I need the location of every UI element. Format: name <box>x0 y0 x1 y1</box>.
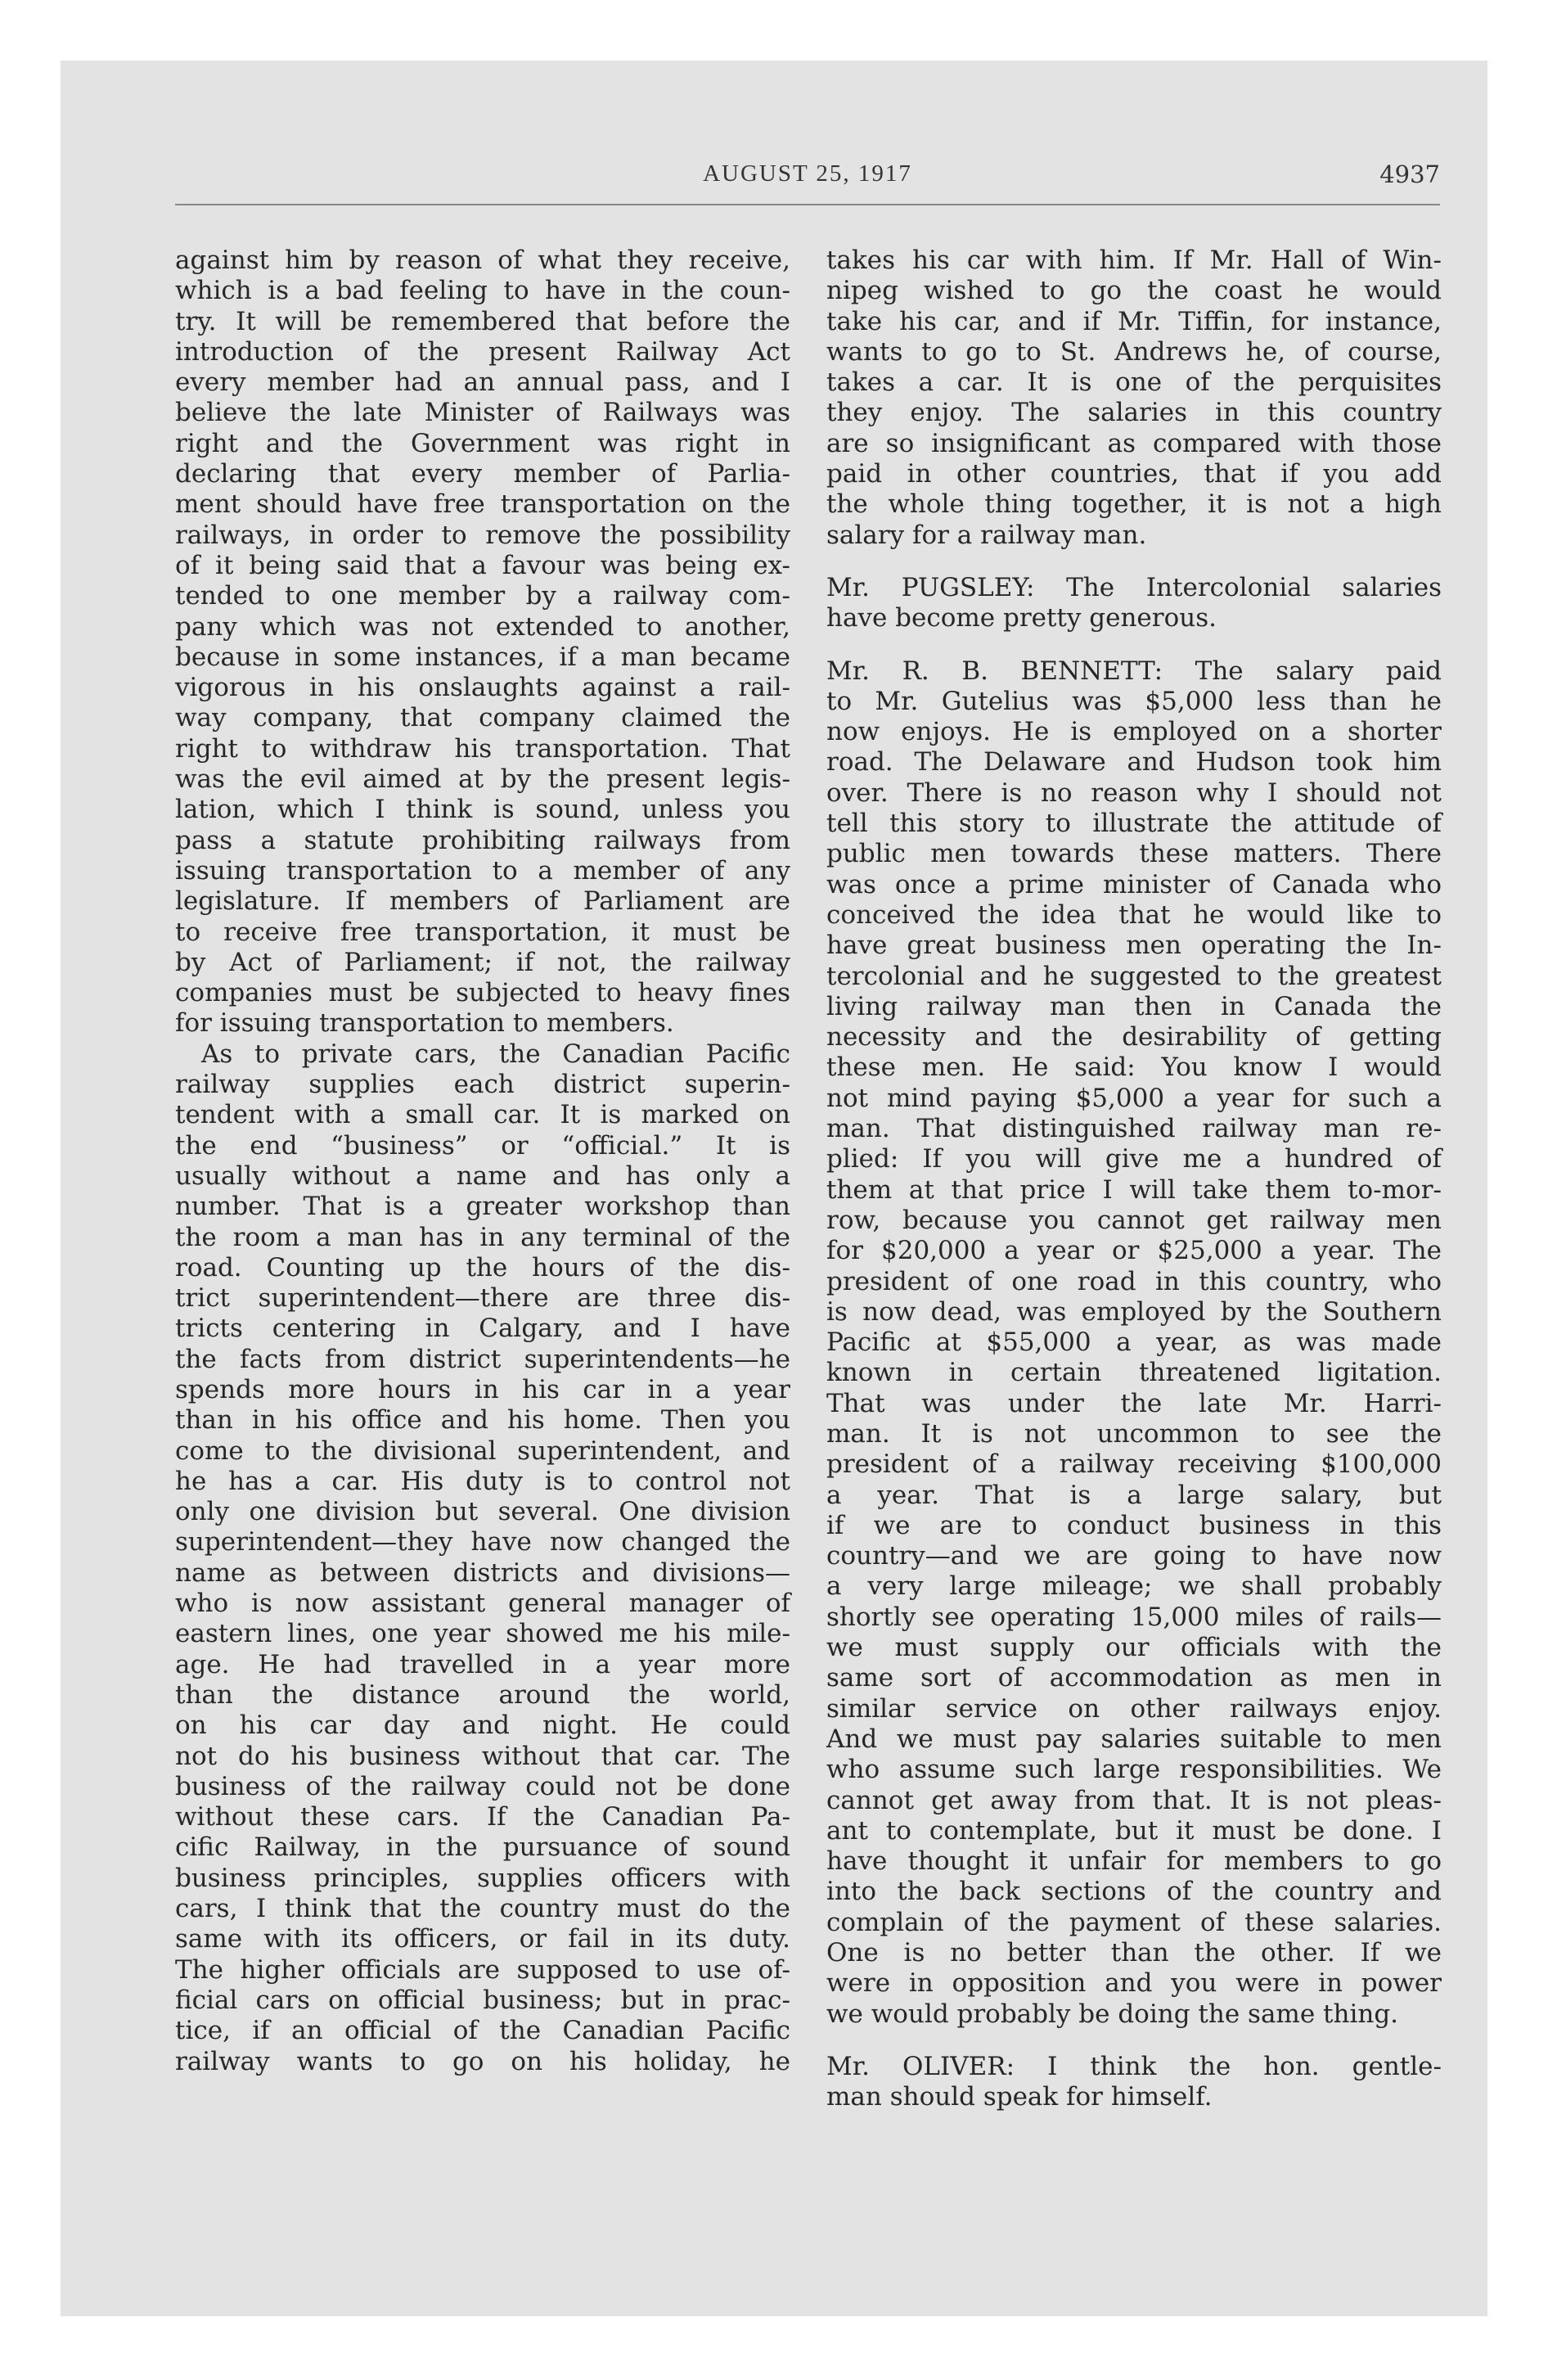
text-line: business of the railway could not be done <box>175 1771 790 1801</box>
text-line: That was under the late Mr. Harri- <box>826 1388 1442 1418</box>
text-line: of it being said that a favour was being ex- <box>175 550 790 580</box>
text-line: declaring that every member of Parlia- <box>175 459 790 489</box>
text-line: to Mr. Gutelius was $5,000 less than he <box>826 686 1442 716</box>
text-line: eastern lines, one year showed me his mile- <box>175 1619 790 1649</box>
text-line: salary for a railway man. <box>826 520 1147 550</box>
text-line: every member had an annual pass, and I <box>175 367 790 398</box>
text-line: than in his office and his home. Then you <box>175 1405 790 1436</box>
text-line: have great business men operating the In- <box>826 931 1442 961</box>
text-line: name as between districts and divisions— <box>175 1557 790 1588</box>
right-column <box>826 246 1442 2113</box>
text-line: man. That distinguished railway man re- <box>826 1114 1442 1144</box>
text-line: issuing transportation to a member of any <box>175 855 790 886</box>
text-line: takes a car. It is one of the perquisites <box>826 367 1442 398</box>
text-line: tended to one member by a railway com- <box>175 581 790 611</box>
text-line: is now dead, was employed by the Southern <box>826 1296 1442 1327</box>
text-line: tendent with a small car. It is marked on <box>175 1100 790 1130</box>
text-line: introduction of the present Railway Act <box>175 336 790 367</box>
text-line: which is a bad feeling to have in the coun- <box>175 276 790 306</box>
text-line: companies must be subjected to heavy fines <box>175 978 790 1008</box>
text-line: spends more hours in his car in a year <box>175 1374 790 1404</box>
text-line: into the back sections of the country and <box>826 1877 1442 1907</box>
text-line: plied: If you will give me a hundred of <box>826 1144 1442 1174</box>
text-line: the end “business” or “official.” It is <box>175 1130 790 1161</box>
text-line: same sort of accommodation as men in <box>826 1663 1442 1693</box>
text-line: vigorous in his onslaughts against a rail- <box>175 673 790 703</box>
page-number: 4937 <box>1379 160 1440 188</box>
text-line: a year. That is a large salary, but <box>826 1480 1442 1510</box>
text-line: over. There is no reason why I should not <box>826 778 1442 808</box>
text-line: ficial cars on official business; but in prac- <box>175 1985 790 2015</box>
text-line: pany which was not extended to another, <box>175 611 790 642</box>
paragraph-gap <box>826 634 1442 656</box>
text-line: these men. He said: You know I would <box>826 1053 1442 1083</box>
text-line: come to the divisional superintendent, and <box>175 1436 790 1466</box>
text-line: complain of the payment of these salaries. <box>826 1907 1442 1937</box>
text-line: by Act of Parliament; if not, the railway <box>175 947 790 977</box>
text-line: lation, which I think is sound, unless you <box>175 795 790 825</box>
text-line: usually without a name and has only a <box>175 1161 790 1191</box>
text-line: road. Counting up the hours of the dis- <box>175 1252 790 1282</box>
text-line: Mr. R. B. BENNETT: The salary paid <box>826 656 1442 686</box>
text-line: against him by reason of what they receive, <box>175 246 790 275</box>
text-line: man should speak for himself. <box>826 2082 1213 2112</box>
paragraph-gap <box>826 2030 1442 2052</box>
text-line: superintendent—they have now changed the <box>175 1527 790 1557</box>
text-line: they enjoy. The salaries in this country <box>826 398 1442 428</box>
text-line: than the distance around the world, <box>175 1679 790 1710</box>
text-line: who is now assistant general manager of <box>175 1589 790 1619</box>
text-line: wants to go to St. Andrews he, of course, <box>826 336 1442 367</box>
text-line: are so insignificant as compared with those <box>826 428 1442 458</box>
text-line: them at that price I will take them to-mor- <box>826 1174 1442 1205</box>
text-line: Mr. PUGSLEY: The Intercolonial salaries <box>826 572 1442 602</box>
text-line: president of a railway receiving $100,000 <box>826 1449 1442 1480</box>
text-line: ant to contemplate, but it must be done. I <box>826 1815 1442 1846</box>
text-line: cannot get away from that. It is not pleas- <box>826 1785 1442 1815</box>
text-line: Pacific at $55,000 a year, as was made <box>826 1327 1442 1358</box>
text-line: were in opposition and you were in power <box>826 1968 1442 1999</box>
text-line: have thought it unfair for members to go <box>826 1846 1442 1877</box>
text-line: for issuing transportation to members. <box>175 1008 674 1039</box>
text-line: the facts from district superintendents—he <box>175 1344 790 1374</box>
text-line: nipeg wished to go the coast he would <box>826 276 1442 306</box>
text-line: takes his car with him. If Mr. Hall of Win- <box>826 246 1442 275</box>
text-line: the room a man has in any terminal of the <box>175 1222 790 1252</box>
text-line: One is no better than the other. If we <box>826 1938 1442 1968</box>
text-line: row, because you cannot get railway men <box>826 1205 1442 1235</box>
text-line: road. The Delaware and Hudson took him <box>826 747 1442 778</box>
text-line: similar service on other railways enjoy. <box>826 1693 1442 1724</box>
text-line: the whole thing together, it is not a high <box>826 489 1442 520</box>
text-line: president of one road in this country, who <box>826 1266 1442 1296</box>
header-date: AUGUST 25, 1917 <box>703 160 912 187</box>
text-line: The higher officials are supposed to use of- <box>175 1954 790 1985</box>
text-line: business principles, supplies officers with <box>175 1863 790 1893</box>
text-line: right and the Government was right in <box>175 428 790 458</box>
header-rule <box>175 204 1440 205</box>
text-line: way company, that company claimed the <box>175 703 790 733</box>
text-line: for $20,000 a year or $25,000 a year. The <box>826 1236 1442 1266</box>
text-line: have become pretty generous. <box>826 603 1217 633</box>
text-line: living railway man then in Canada the <box>826 991 1442 1021</box>
text-line: he has a car. His duty is to control not <box>175 1466 790 1496</box>
text-line: tercolonial and he suggested to the greatest <box>826 961 1442 991</box>
text-line: a very large mileage; we shall probably <box>826 1571 1442 1602</box>
text-line: railway supplies each district superin- <box>175 1070 790 1100</box>
text-line: trict superintendent—there are three dis- <box>175 1283 790 1314</box>
text-line: without these cars. If the Canadian Pa- <box>175 1802 790 1832</box>
text-line: tricts centering in Calgary, and I have <box>175 1314 790 1344</box>
text-line: pass a statute prohibiting railways from <box>175 825 790 855</box>
text-line: take his car, and if Mr. Tiffin, for instance, <box>826 306 1442 336</box>
text-line: number. That is a greater workshop than <box>175 1192 790 1222</box>
text-line: believe the late Minister of Railways was <box>175 398 790 428</box>
text-line: was once a prime minister of Canada who <box>826 869 1442 899</box>
text-line: not mind paying $5,000 a year for such a <box>826 1083 1442 1113</box>
text-line: public men towards these matters. There <box>826 839 1442 869</box>
text-line: necessity and the desirability of getting <box>826 1022 1442 1053</box>
text-line: As to private cars, the Canadian Pacific <box>201 1039 790 1069</box>
text-line: not do his business without that car. The <box>175 1741 790 1771</box>
text-line: cars, I think that the country must do the <box>175 1894 790 1924</box>
text-line: same with its officers, or fail in its duty. <box>175 1924 790 1954</box>
text-line: right to withdraw his transportation. That <box>175 733 790 764</box>
text-line: conceived the idea that he would like to <box>826 899 1442 930</box>
text-line: on his car day and night. He could <box>175 1711 790 1741</box>
text-line: if we are to conduct business in this <box>826 1510 1442 1540</box>
text-line: railways, in order to remove the possibility <box>175 520 790 550</box>
text-line: tell this story to illustrate the attitude of <box>826 809 1442 839</box>
text-line: who assume such large responsibilities. We <box>826 1755 1442 1785</box>
text-line: we would probably be doing the same thing. <box>826 1999 1399 2029</box>
page-header <box>175 160 1440 193</box>
text-line: known in certain threatened ligitation. <box>826 1358 1442 1388</box>
text-line: shortly see operating 15,000 miles of rails— <box>826 1602 1442 1632</box>
text-line: to receive free transportation, it must be <box>175 917 790 947</box>
text-line: tice, if an official of the Canadian Pacific <box>175 2016 790 2046</box>
text-line: paid in other countries, that if you add <box>826 459 1442 489</box>
text-line: because in some instances, if a man became <box>175 642 790 672</box>
paragraph-gap <box>826 551 1442 573</box>
text-line: man. It is not uncommon to see the <box>826 1418 1442 1449</box>
text-line: railway wants to go on his holiday, he <box>175 2046 790 2076</box>
text-line: cific Railway, in the pursuance of sound <box>175 1832 790 1863</box>
text-line: ment should have free transportation on the <box>175 489 790 520</box>
text-line: age. He had travelled in a year more <box>175 1649 790 1679</box>
text-line: Mr. OLIVER: I think the hon. gentle- <box>826 2051 1442 2081</box>
text-line: try. It will be remembered that before the <box>175 306 790 336</box>
text-line: was the evil aimed at by the present legis- <box>175 764 790 795</box>
text-line: now enjoys. He is employed on a shorter <box>826 717 1442 747</box>
text-line: only one division but several. One division <box>175 1497 790 1527</box>
text-line: country—and we are going to have now <box>826 1541 1442 1571</box>
text-line: legislature. If members of Parliament are <box>175 886 790 917</box>
text-line: And we must pay salaries suitable to men <box>826 1724 1442 1754</box>
left-column <box>175 246 790 2077</box>
text-line: we must supply our officials with the <box>826 1633 1442 1663</box>
